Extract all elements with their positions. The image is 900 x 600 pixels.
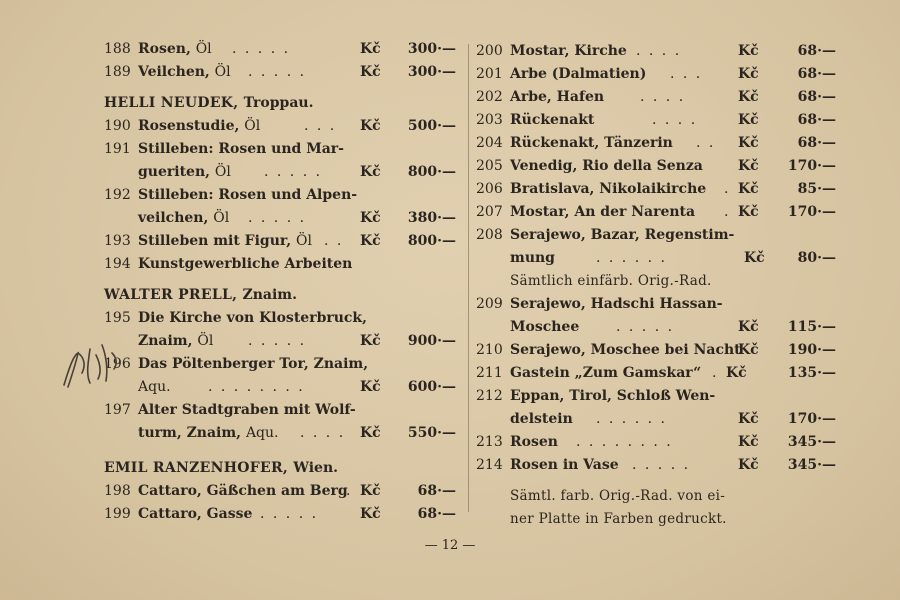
entry-191-line1: 191 Stilleben: Rosen und Mar- bbox=[104, 141, 344, 157]
column-divider bbox=[468, 44, 469, 512]
entry-190: 190 Rosenstudie, Öl . . . Kč 500·— bbox=[104, 118, 456, 134]
entry-189: 189 Veilchen, Öl . . . . . Kč 300·— bbox=[104, 64, 456, 80]
entry-197-line1: 197 Alter Stadtgraben mit Wolf- bbox=[104, 402, 356, 418]
entry-213: 213 Rosen . . . . . . . . Kč 345·— bbox=[476, 434, 836, 450]
entry-205: 205 Venedig, Rio della Senza Kč 170·— bbox=[476, 158, 836, 174]
entry-209-line1: 209 Serajewo, Hadschi Hassan- bbox=[476, 296, 723, 312]
entry-211: 211 Gastein „Zum Gamskar“ . Kč 135·— bbox=[476, 365, 836, 381]
entry-212-line2: delstein . . . . . . Kč 170·— bbox=[510, 411, 836, 427]
entry-196-line2: Aqu. . . . . . . . . Kč 600·— bbox=[138, 379, 456, 395]
note-farb-line1: Sämtl. farb. Orig.-Rad. von ei- bbox=[510, 488, 726, 504]
artist-heading-prell: WALTER PRELL, Znaim. bbox=[104, 287, 297, 303]
artist-heading-neudek: HELLI NEUDEK, Troppau. bbox=[104, 95, 314, 111]
entry-204: 204 Rückenakt, Tänzerin . . Kč 68·— bbox=[476, 135, 836, 151]
entry-200: 200 Mostar, Kirche . . . . Kč 68·— bbox=[476, 43, 836, 59]
entry-199: 199 Cattaro, Gasse . . . . . Kč 68·— bbox=[104, 506, 456, 522]
entry-198: 198 Cattaro, Gäßchen am Berg . Kč 68·— bbox=[104, 483, 456, 499]
entry-196-line1: 196 Das Pöltenberger Tor, Znaim, bbox=[104, 356, 369, 372]
entry-208-line1: 208 Serajewo, Bazar, Regenstim- bbox=[476, 227, 735, 243]
entry-212-line1: 212 Eppan, Tirol, Schloß Wen- bbox=[476, 388, 716, 404]
entry-188: 188 Rosen, Öl . . . . . Kč 300·— bbox=[104, 41, 456, 57]
artist-heading-ranzenhofer: EMIL RANZENHOFER, Wien. bbox=[104, 460, 339, 476]
entry-201: 201 Arbe (Dalmatien) . . . Kč 68·— bbox=[476, 66, 836, 82]
note-einfarb: Sämtlich einfärb. Orig.-Rad. bbox=[510, 273, 712, 289]
entry-207: 207 Mostar, An der Narenta . Kč 170·— bbox=[476, 204, 836, 220]
entry-209-line2: Moschee . . . . . Kč 115·— bbox=[510, 319, 836, 335]
entry-206: 206 Bratislava, Nikolaikirche . Kč 85·— bbox=[476, 181, 836, 197]
right-column bbox=[476, 40, 838, 531]
entry-208-line2: mung . . . . . . Kč 80·— bbox=[510, 250, 836, 266]
entry-191-line2: gueriten, Öl . . . . . Kč 800·— bbox=[138, 164, 456, 180]
entry-202: 202 Arbe, Hafen . . . . Kč 68·— bbox=[476, 89, 836, 105]
entry-214: 214 Rosen in Vase . . . . . Kč 345·— bbox=[476, 457, 836, 473]
entry-192-line1: 192 Stilleben: Rosen und Alpen- bbox=[104, 187, 358, 203]
entry-195-line2: Znaim, Öl . . . . . Kč 900·— bbox=[138, 333, 456, 349]
entry-194: 194 Kunstgewerbliche Arbeiten bbox=[104, 256, 353, 272]
entry-203: 203 Rückenakt . . . . Kč 68·— bbox=[476, 112, 836, 128]
left-column bbox=[104, 38, 462, 526]
entry-192-line2: veilchen, Öl . . . . . Kč 380·— bbox=[138, 210, 456, 226]
note-farb-line2: ner Platte in Farben gedruckt. bbox=[510, 511, 727, 527]
handwritten-mark bbox=[56, 335, 136, 395]
entry-197-line2: turm, Znaim, Aqu. . . . . Kč 550·— bbox=[138, 425, 456, 441]
entry-210: 210 Serajewo, Moschee bei Nacht Kč 190·— bbox=[476, 342, 836, 358]
page-number: — 12 — bbox=[424, 538, 476, 553]
entry-195-line1: 195 Die Kirche von Klosterbruck, bbox=[104, 310, 368, 326]
entry-193: 193 Stilleben mit Figur, Öl . . Kč 800·— bbox=[104, 233, 456, 249]
